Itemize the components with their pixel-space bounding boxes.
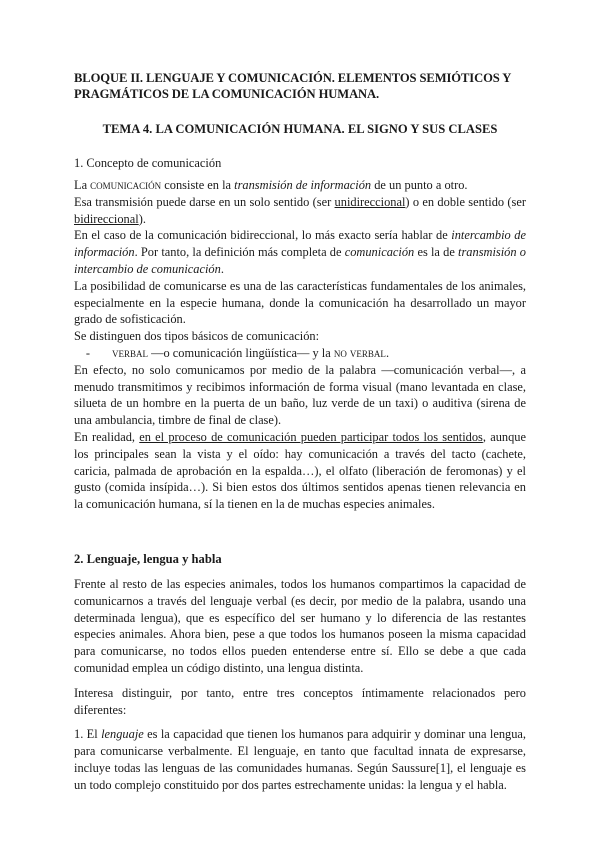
section1-paragraph-7: En realidad, en el proceso de comunicación pueden participar todos los sentidos, aunque los principales sean la vista y el oído: hay comunicación a través del tacto (cachete, caricia, palmada de aprobación en la espalda…), el olfato (liberación de feromonas) y el gusto (comida insípida…). Si bien estos dos últimos sentidos apenas tienen relevancia en la comunicación humana, sí la tienen en la de muchas especies animales. [74,429,526,512]
section1-heading: 1. Concepto de comunicación [74,156,222,170]
section2-paragraph-1: Frente al resto de las especies animales, todos los humanos compartimos la capacidad de comunicarnos a través del lenguaje verbal (es decir, por medio de la palabra, usando una determinada lengua), que es específico del ser humano y lo diferencia de las restantes especies animales. Ahora bien, pese a que todos los humanos poseen la misma capacidad para comunicarse, no todos ellos pueden entenderse entre sí. Ello se debe a que cada comunidad emplea un código distinto, una lengua distinta. [74,576,526,675]
document-page [74,70,526,794]
section1-paragraph-3: En el caso de la comunicación bidireccional, lo más exacto sería hablar de intercambio de información. Por tanto, la definición más completa de comunicación es la de transmisión o intercambio de comunicación. [74,228,527,276]
section1-paragraph-6: En efecto, no solo comunicamos por medio de la palabra —comunicación verbal—, a menudo transmitimos y recibimos información de forma visual (mano levantada en clase, silueta de un hombre en la puerta de un baño, luz verde de un taxi) o auditiva (sirena de una ambulancia, timbre de final de clase). [74,362,526,428]
section1-paragraph-2: Esa transmisión puede darse en un solo sentido (ser unidireccional) o en doble sentido (ser bidireccional). [74,194,526,226]
list-dash: - [85,345,91,360]
list-item [74,345,526,362]
block-title [74,70,526,102]
block-title-line1: BLOQUE II. LENGUAJE Y COMUNICACIÓN. ELEMENTOS SEMIÓTICOS Y [74,71,512,85]
block-title-line2: PRAGMÁTICOS DE LA COMUNICACIÓN HUMANA. [74,87,380,101]
section2-paragraph-3: 1. El lenguaje es la capacidad que tienen los humanos para adquirir y dominar una lengua, para comunicarse verbalmente. El lenguaje, en tanto que facultad innata de expresarse, incluye todas las lenguas de las comunidades humanas. Según Saussure[1], el lenguaje es un todo complejo constituido por dos partes estrechamente unidas: la lengua y el habla. [74,727,527,792]
paragraph-gap [74,677,526,685]
section2-paragraph-2: Interesa distinguir, por tanto, entre tres conceptos íntimamente relacionados pero diferentes: [74,685,526,717]
list-item-text: verbal —o comunicación lingüística— y la no verbal. [112,345,390,360]
section2-heading: 2. Lenguaje, lengua y habla [74,551,222,566]
section1-paragraph-5: Se distinguen dos tipos básicos de comunicación: [74,329,320,344]
section1-paragraph-1: La comunicación consiste en la transmisión de información de un punto a otro. [74,178,468,192]
section1-paragraph-4: La posibilidad de comunicarse es una de las características fundamentales de los animales, especialmente en la especie humana, donde la comunicación ha desarrollado un mayor grado de sofisticación. [74,278,526,327]
tema-title: TEMA 4. LA COMUNICACIÓN HUMANA. EL SIGNO Y SUS CLASES [102,122,498,136]
paragraph-gap [74,718,526,726]
